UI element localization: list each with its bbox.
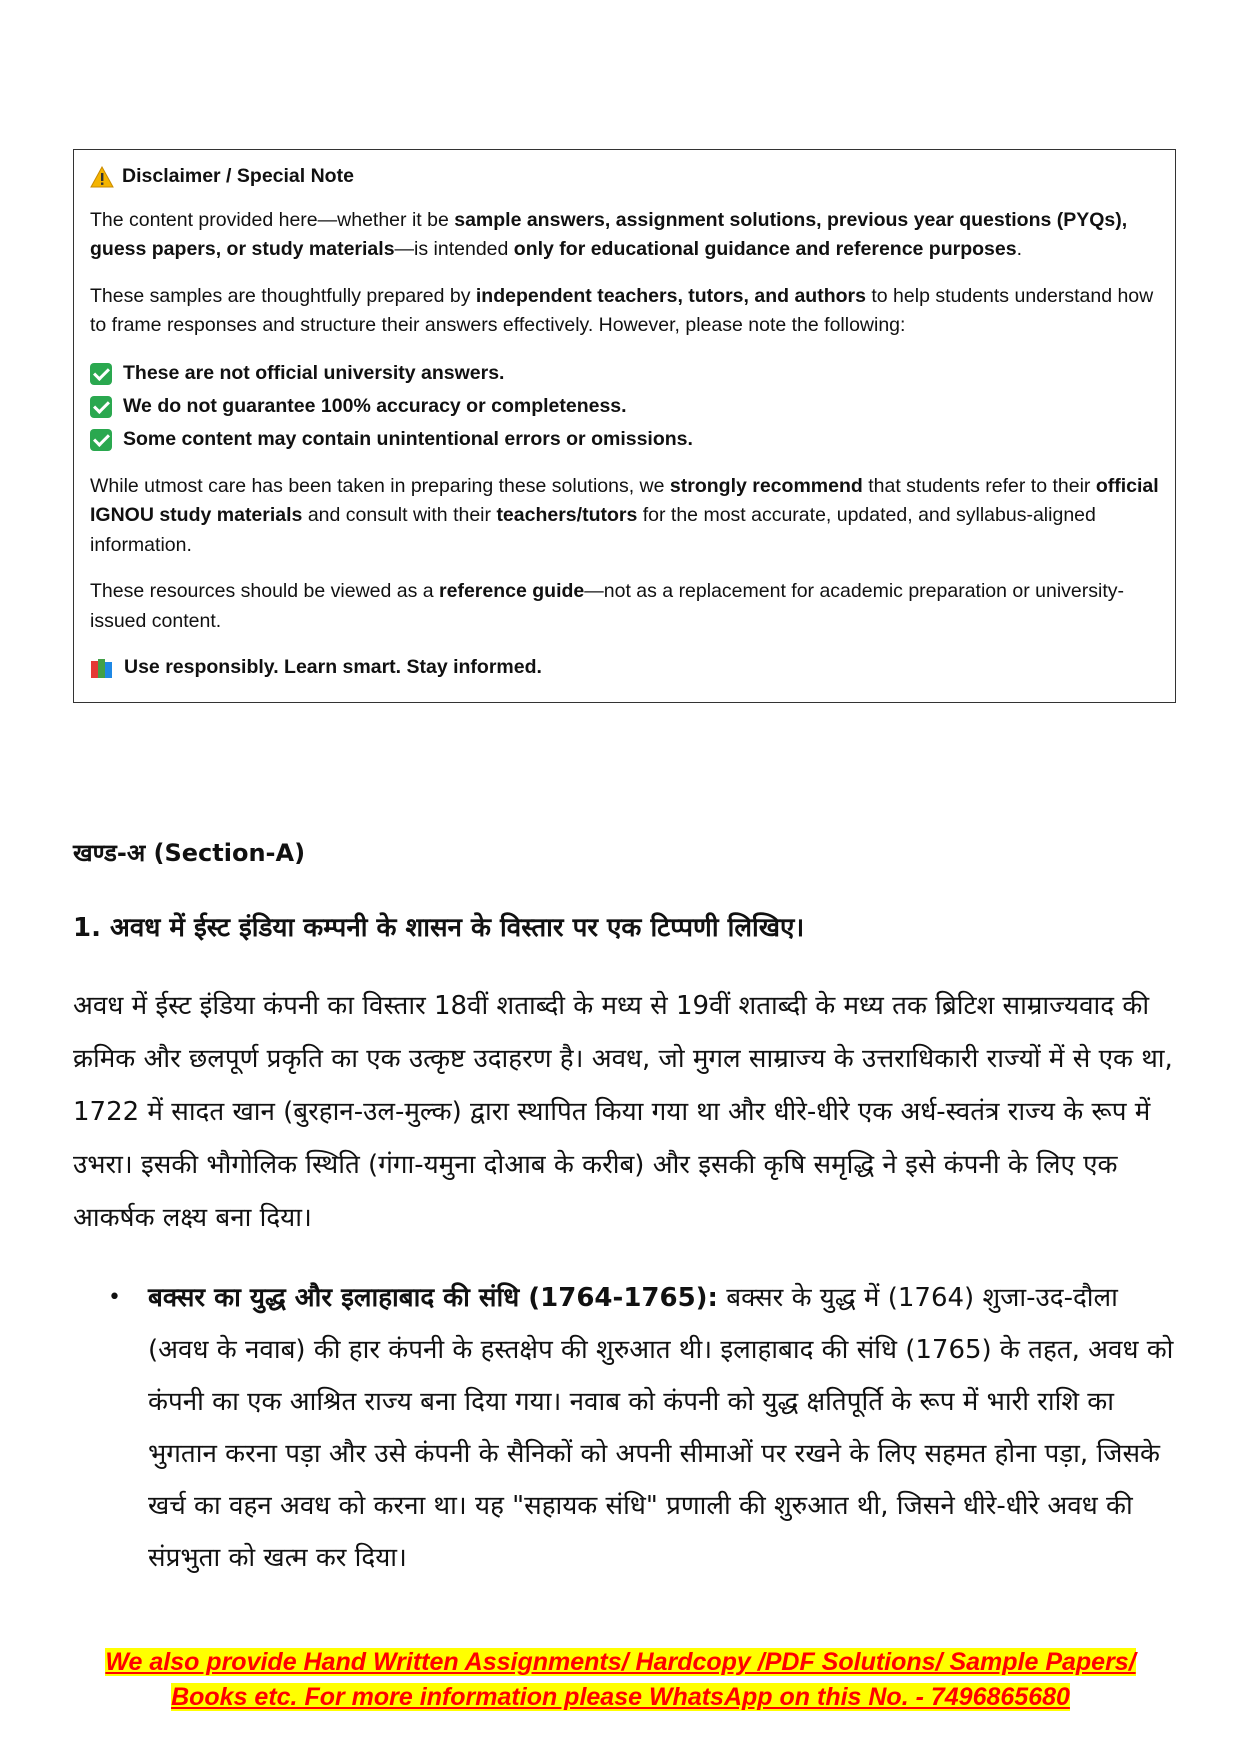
list-item (108, 1272, 1178, 1584)
check-mark-icon (90, 363, 112, 385)
check-mark-icon (90, 429, 112, 451)
promo-banner (60, 1645, 1181, 1715)
disclaimer-checklist (90, 358, 1159, 457)
question-heading: 1. अवध में ईस्ट इंडिया कम्पनी के शासन के विस्तार पर एक टिप्पणी लिखिए। (73, 913, 805, 943)
disclaimer-paragraph-4: These resources should be viewed as a reference guide—not as a replacement for academic preparation or university-issued content. (90, 580, 1125, 632)
disclaimer-title-text: Disclaimer / Special Note (122, 165, 354, 187)
disclaimer-box (73, 149, 1176, 703)
warning-icon (90, 166, 114, 188)
disclaimer-paragraph-3: While utmost care has been taken in preparing these solutions, we strongly recommend that students refer to their official IGNOU study materials and consult with their teachers/tutors for the most accurate, updated, and syllabus-aligned information. (90, 474, 1159, 556)
books-icon (90, 657, 114, 679)
check-mark-icon (90, 396, 112, 418)
checklist-item: We do not guarantee 100% accuracy or completeness. (90, 391, 1159, 424)
disclaimer-footer-text: Use responsibly. Learn smart. Stay informed. (124, 656, 542, 678)
disclaimer-footer (90, 653, 1159, 683)
disclaimer-paragraph-1: The content provided here—whether it be sample answers, assignment solutions, previous year questions (PYQs), guess papers, or study materials—is intended only for educational guidance and reference purposes. (90, 208, 1128, 260)
bullet-heading: बक्सर का युद्ध और इलाहाबाद की संधि (1764-1765): (148, 1283, 718, 1313)
bullet-body: बक्सर के युद्ध में (1764) शुजा-उद-दौला (अवध के नवाब) की हार कंपनी के हस्तक्षेप की शुरुआत थी। इलाहाबाद की संधि (1765) के तहत, अवध को कंपनी का एक आश्रित राज्य बना दिया गया। नवाब को कंपनी को युद्ध क्षतिपूर्ति के रूप में भारी राशि का भुगतान करना पड़ा और उसे कंपनी के सैनिकों को अपनी सीमाओं पर रखने के लिए सहमत होना पड़ा, जिसके खर्च का वहन अवध को करना था। यह "सहायक संधि" प्रणाली की शुरुआत थी, जिसने धीरे-धीरे अवध की संप्रभुता को खत्म कर दिया। (148, 1283, 1174, 1573)
answer-paragraph: अवध में ईस्ट इंडिया कंपनी का विस्तार 18वीं शताब्दी के मध्य से 19वीं शताब्दी के मध्य तक ब्रिटिश साम्राज्यवाद की क्रमिक और छलपूर्ण प्रकृति का एक उत्कृष्ट उदाहरण है। अवध, जो मुगल साम्राज्य के उत्तराधिकारी राज्यों में से एक था, 1722 में सादत खान (बुरहान-उल-मुल्क) द्वारा स्थापित किया गया था और धीरे-धीरे एक अर्ध-स्वतंत्र राज्य के रूप में उभरा। इसकी भौगोलिक स्थिति (गंगा-यमुना दोआब के करीब) और इसकी कृषि समृद्धि ने इसे कंपनी के लिए एक आकर्षक लक्ष्य बना दिया। (73, 991, 1173, 1233)
disclaimer-title (90, 162, 1159, 192)
checklist-item: These are not official university answers. (90, 358, 1159, 391)
disclaimer-paragraph-2: These samples are thoughtfully prepared by independent teachers, tutors, and authors to help students understand how to frame responses and structure their answers effectively. However, please note the following: (90, 284, 1154, 336)
promo-line-1: We also provide Hand Written Assignments/ Hardcopy /PDF Solutions/ Sample Papers/ (105, 1648, 1136, 1676)
section-heading: खण्ड-अ (Section-A) (73, 839, 306, 867)
bullet-icon: • (108, 1285, 121, 1310)
bullet-text (148, 1272, 1178, 1584)
checklist-item: Some content may contain unintentional errors or omissions. (90, 424, 1159, 457)
promo-line-2: Books etc. For more information please WhatsApp on this No. - 7496865680 (171, 1683, 1070, 1711)
